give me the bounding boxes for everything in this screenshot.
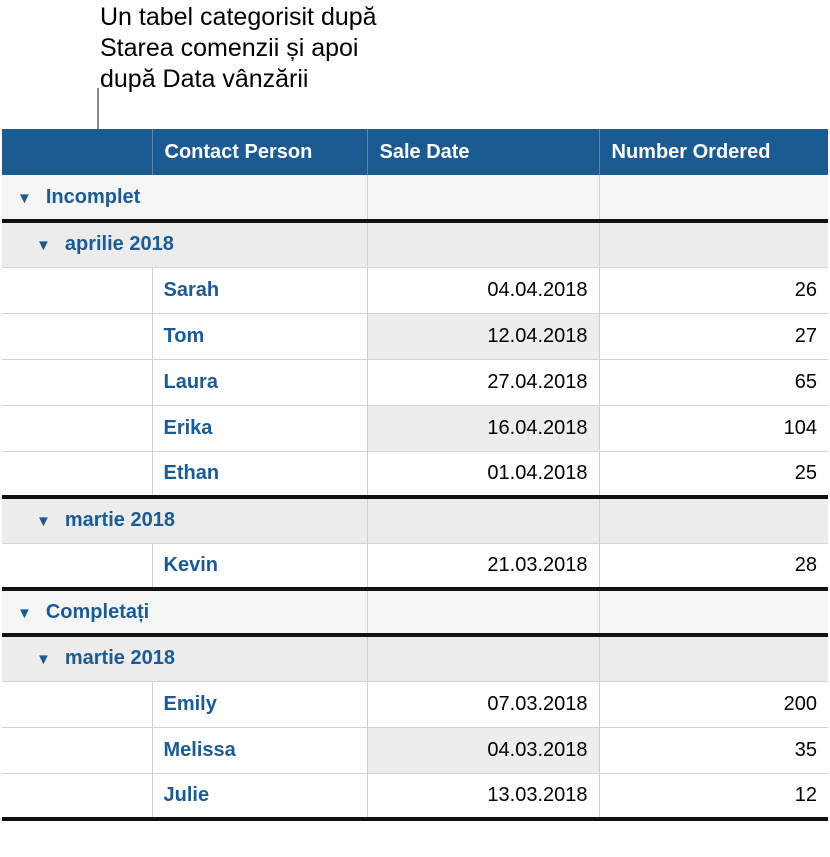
contact-person-cell[interactable]: Tom — [152, 313, 367, 359]
number-ordered-cell[interactable]: 26 — [599, 267, 828, 313]
callout-line: Un tabel categorisit după — [100, 3, 377, 31]
sale-date-cell[interactable]: 27.04.2018 — [367, 359, 599, 405]
subgroup-label[interactable] — [13, 647, 175, 669]
subgroup-label[interactable] — [13, 233, 174, 255]
row-category-cell[interactable] — [2, 451, 152, 497]
row-category-cell[interactable] — [2, 681, 152, 727]
group-label-cell[interactable] — [2, 589, 367, 635]
contact-person-cell[interactable]: Kevin — [152, 543, 367, 589]
table-row[interactable] — [2, 405, 828, 451]
table-row[interactable] — [2, 681, 828, 727]
table-row[interactable] — [2, 267, 828, 313]
row-category-cell[interactable] — [2, 313, 152, 359]
table-row[interactable] — [2, 451, 828, 497]
row-category-cell[interactable] — [2, 543, 152, 589]
number-ordered-cell[interactable]: 65 — [599, 359, 828, 405]
callout-line: Starea comenzii și apoi — [100, 34, 359, 62]
number-ordered-cell[interactable]: 28 — [599, 543, 828, 589]
header-cell-number-ordered[interactable]: Number Ordered — [599, 129, 828, 175]
contact-person-cell[interactable]: Laura — [152, 359, 367, 405]
sale-date-cell[interactable]: 13.03.2018 — [367, 773, 599, 819]
table-row[interactable] — [2, 727, 828, 773]
disclosure-triangle-icon[interactable]: ▼ — [36, 513, 51, 531]
header-cell-category[interactable] — [2, 129, 152, 175]
number-ordered-cell[interactable]: 35 — [599, 727, 828, 773]
disclosure-triangle-icon[interactable]: ▼ — [36, 651, 51, 669]
subgroup-label-cell[interactable] — [2, 635, 367, 681]
group-label-cell[interactable] — [2, 175, 367, 221]
subgroup-summary-cell[interactable] — [599, 635, 828, 681]
contact-person-cell[interactable]: Erika — [152, 405, 367, 451]
group-label-text: Completați — [45, 600, 150, 623]
header-cell-contact-person[interactable]: Contact Person — [152, 129, 367, 175]
subgroup-summary-cell[interactable] — [367, 221, 599, 267]
categorized-table[interactable] — [2, 129, 828, 821]
subgroup-row[interactable] — [2, 497, 828, 543]
group-label[interactable] — [13, 601, 149, 623]
group-summary-cell[interactable] — [367, 589, 599, 635]
number-ordered-cell[interactable]: 200 — [599, 681, 828, 727]
subgroup-summary-cell[interactable] — [367, 635, 599, 681]
subgroup-summary-cell[interactable] — [367, 497, 599, 543]
header-row — [2, 129, 828, 175]
group-summary-cell[interactable] — [599, 175, 828, 221]
table-row[interactable] — [2, 543, 828, 589]
contact-person-cell[interactable]: Melissa — [152, 727, 367, 773]
contact-person-cell[interactable]: Ethan — [152, 451, 367, 497]
subgroup-row[interactable] — [2, 635, 828, 681]
disclosure-triangle-icon[interactable]: ▼ — [36, 237, 51, 255]
sale-date-cell[interactable]: 01.04.2018 — [367, 451, 599, 497]
subgroup-summary-cell[interactable] — [599, 497, 828, 543]
contact-person-cell[interactable]: Julie — [152, 773, 367, 819]
group-row[interactable] — [2, 175, 828, 221]
row-category-cell[interactable] — [2, 359, 152, 405]
disclosure-triangle-icon[interactable]: ▼ — [17, 189, 32, 207]
row-category-cell[interactable] — [2, 727, 152, 773]
subgroup-label-text: martie 2018 — [64, 509, 175, 532]
group-label-text: Incomplet — [45, 185, 141, 208]
subgroup-label-cell[interactable] — [2, 221, 367, 267]
sale-date-cell[interactable]: 04.04.2018 — [367, 267, 599, 313]
number-ordered-cell[interactable]: 25 — [599, 451, 828, 497]
callout-annotation — [100, 2, 520, 95]
sale-date-cell[interactable]: 07.03.2018 — [367, 681, 599, 727]
sale-date-cell[interactable]: 12.04.2018 — [367, 313, 599, 359]
sale-date-cell[interactable]: 21.03.2018 — [367, 543, 599, 589]
subgroup-label-text: aprilie 2018 — [64, 233, 174, 256]
row-category-cell[interactable] — [2, 267, 152, 313]
subgroup-row[interactable] — [2, 221, 828, 267]
subgroup-summary-cell[interactable] — [599, 221, 828, 267]
subgroup-label[interactable] — [13, 509, 175, 531]
sale-date-cell[interactable]: 16.04.2018 — [367, 405, 599, 451]
table-row[interactable] — [2, 359, 828, 405]
number-ordered-cell[interactable]: 12 — [599, 773, 828, 819]
subgroup-label-text: martie 2018 — [64, 647, 175, 670]
row-category-cell[interactable] — [2, 405, 152, 451]
contact-person-cell[interactable]: Emily — [152, 681, 367, 727]
group-label[interactable] — [13, 186, 140, 208]
subgroup-label-cell[interactable] — [2, 497, 367, 543]
group-summary-cell[interactable] — [367, 175, 599, 221]
disclosure-triangle-icon[interactable]: ▼ — [17, 604, 32, 622]
header-cell-sale-date[interactable]: Sale Date — [367, 129, 599, 175]
number-ordered-cell[interactable]: 27 — [599, 313, 828, 359]
number-ordered-cell[interactable]: 104 — [599, 405, 828, 451]
callout-line: după Data vânzării — [100, 65, 309, 93]
group-summary-cell[interactable] — [599, 589, 828, 635]
sale-date-cell[interactable]: 04.03.2018 — [367, 727, 599, 773]
row-category-cell[interactable] — [2, 773, 152, 819]
contact-person-cell[interactable]: Sarah — [152, 267, 367, 313]
table-row[interactable] — [2, 313, 828, 359]
group-row[interactable] — [2, 589, 828, 635]
table-row[interactable] — [2, 773, 828, 819]
